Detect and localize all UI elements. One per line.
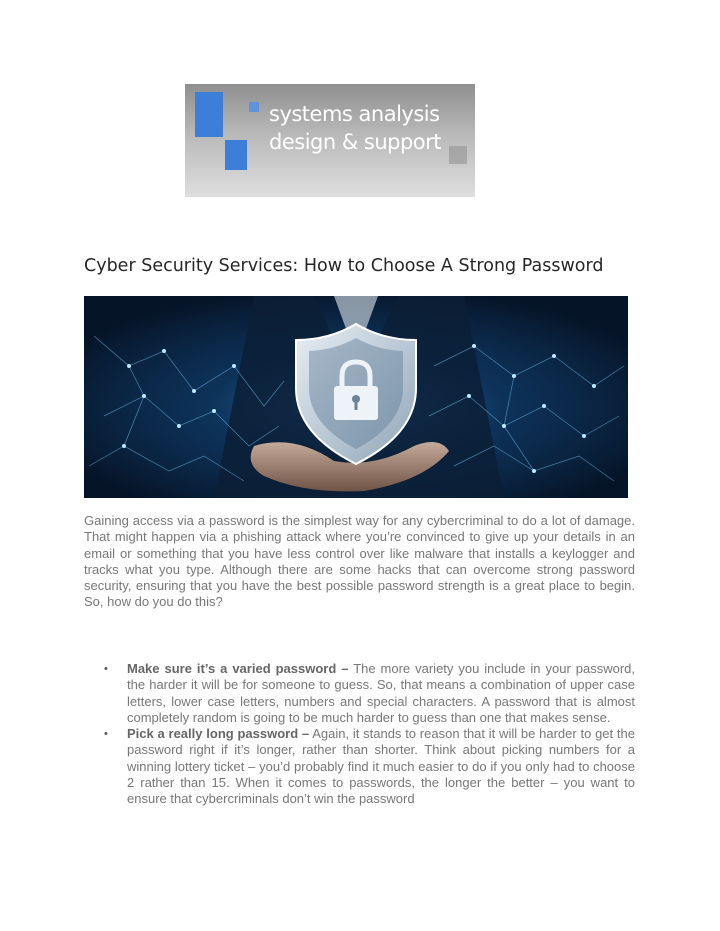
hero-image-shield-lock <box>84 296 628 498</box>
tip-text: Again, it stands to reason that it will be harder to get the password right if it’s longer, rather than shorter. Think about picking numbers for a winning lottery ticket – you’d probably find it much easier to do if you only had to choose 2 rather than 15. When it comes to passwords, the longer the better – you want to ensure that cybercriminals don’t win the password <box>127 726 635 807</box>
company-logo <box>185 84 475 197</box>
tip-text: The more variety you include in your password, the harder it will be for someone to guess. So, that means a combination of upper case letters, lower case letters, numbers and special characters. A password that is almost completely random is going to be much harder to guess than one that makes sense. <box>127 661 635 725</box>
list-item <box>104 661 635 726</box>
logo-text-line1: systems analysis <box>269 102 440 126</box>
tip-heading: Make sure it’s a varied password – <box>127 661 349 676</box>
bullet-marker: • <box>104 728 108 741</box>
logo-text-line2: design & support <box>269 130 442 154</box>
tip-heading: Pick a really long password – <box>127 726 310 742</box>
logo-square-faded <box>449 146 467 164</box>
logo-square-dot <box>249 102 259 112</box>
intro-paragraph: Gaining access via a password is the simplest way for any cybercriminal to do a lot of damage. That might happen via a phishing attack where you’re convinced to give up your details in an email or something that you have less control over like malware that installs a keylogger and tracks what you type. Although there are some hacks that can overcome strong password security, ensuring that you have the best possible password strength is a great place to begin. So, how do you do this? <box>84 513 635 610</box>
bullet-marker: • <box>104 663 108 675</box>
list-item <box>104 726 635 807</box>
logo-square-small <box>225 140 247 170</box>
tips-list <box>104 661 635 808</box>
logo-square-large <box>195 92 223 137</box>
article-title: Cyber Security Services: How to Choose A Strong Password <box>84 256 604 276</box>
